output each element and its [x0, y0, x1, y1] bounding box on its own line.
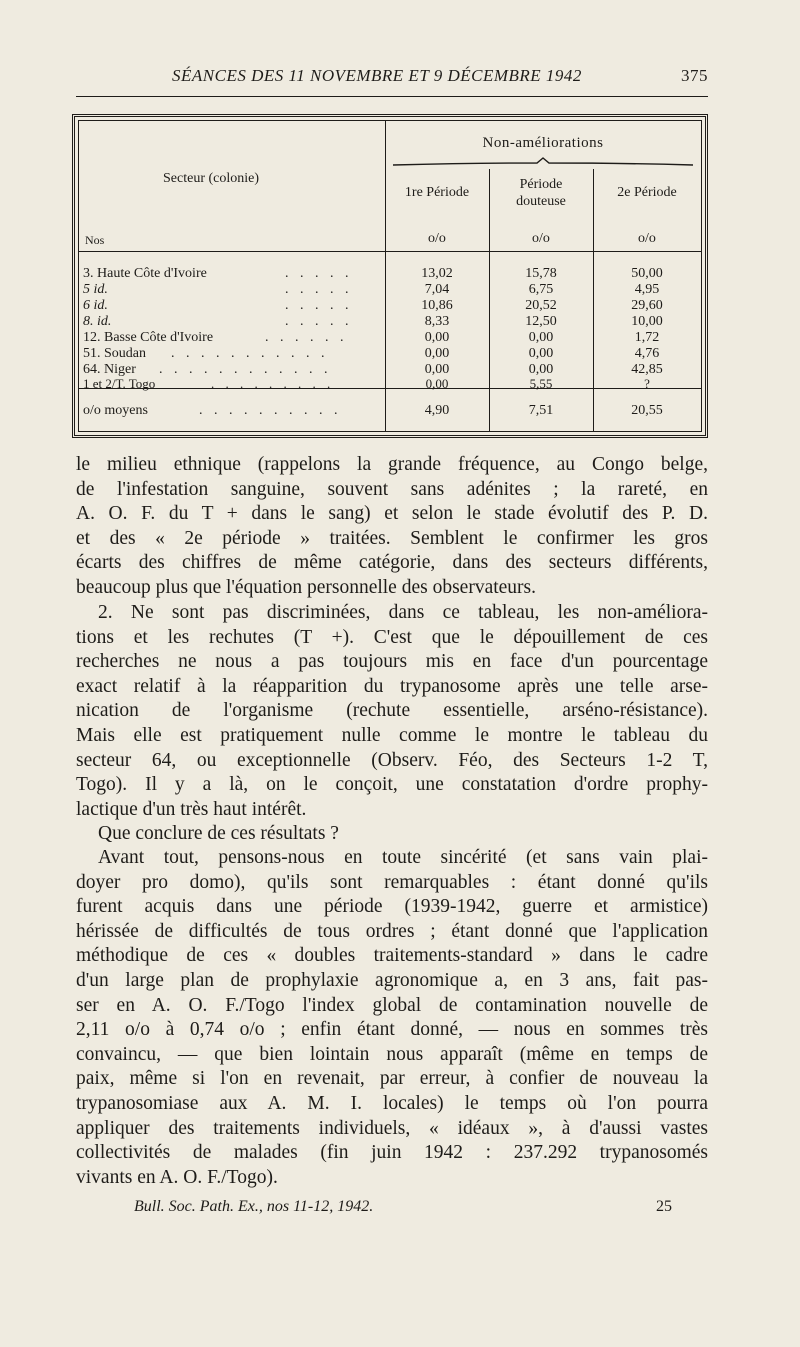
- paragraph-2: 2. Ne sont pas discriminées, dans ce tableau, les non-améliora- tions et les rechutes (T +). C'est que le dépouillement de ces recherches ne nous a pas toujours mis en face d'un pourcentage exact relatif à la réapparition du trypanosome après une telle arse- nication de l'organisme (rechute essentielle, arséno-résistance). Mais elle est pratiquement nulle comme le montre le tableau du secteur 64, ou exceptionnelle (Observ. Féo, des Secteurs 1-2 T, Togo). Il y a là, on le conçoit, une constatation d'ordre prophy- lactique d'un très haut intérêt.: [76, 602, 708, 820]
- period-2-header: 2e Période: [617, 185, 677, 200]
- header-rule: [76, 96, 708, 97]
- table-row: 3. Haute Côte d'Ivoire . . . . . 13,02 15,78 50,00: [83, 266, 663, 281]
- doubtful-period-header-line1: Période: [519, 177, 563, 192]
- page-footer: [76, 1198, 708, 1222]
- table-row: 1 et 2/T. Togo . . . . . . . . . 0,00 5,55 ?: [83, 376, 650, 391]
- table-row: 64. Niger . . . . . . . . . . . . 0,00 0,00 42,85: [83, 362, 663, 377]
- header-bottom-rule: [79, 251, 701, 252]
- period-1-header: 1re Période: [404, 185, 470, 200]
- paragraph-4: Avant tout, pensons-nous en toute sincérité (et sans vain plai- doyer pro domo), qu'ils sont remarquables : étant donné qu'ils furent acquis dans une période (1939-1942, guerre et armistice) hérissée de difficultés de tous ordres ; étant donné que l'application méthodique de ces « doubles traitements-standard » dans le cadre d'un large plan de prophylaxie agronomique a, en 3 ans, fait pas- ser en A. O. F./Togo l'index global de contamination nouvelle de 2,11 o/o à 0,74 o/o ; enfin étant donné, — nous en sommes très convaincu, — que bien lointain nous apparaît (même en temps de paix, même si l'on en revenait, par erreur, à confier de nouveau la trypanosomiase aux A. M. I. locales) le temps où l'on pourra appliquer des traitements individuels, « idéaux », à d'aussi vastes collectivités de malades (fin juin 1942 : 237.292 trypanosomés vivants en A. O. F./Togo).: [76, 847, 708, 1188]
- table-row: 5 id. . . . . . 7,04 6,75 4,95: [83, 282, 660, 297]
- table-row: 12. Basse Côte d'Ivoire . . . . . . 0,00 0,00 1,72: [83, 330, 660, 345]
- number-column-header: Nos: [85, 233, 105, 247]
- unit-label: o/o: [428, 231, 446, 246]
- journal-citation: Bull. Soc. Path. Ex., nos 11-12, 1942.: [134, 1198, 374, 1215]
- results-table: [78, 120, 702, 432]
- signature-number: 25: [656, 1198, 672, 1215]
- unit-label: o/o: [638, 231, 656, 246]
- paragraph-3: Que conclure de ces résultats ?: [98, 823, 339, 844]
- table-row: 6 id. . . . . . 10,86 20,52 29,60: [83, 298, 663, 313]
- running-header: [76, 66, 708, 92]
- mean-row: o/o moyens . . . . . . . . . . 4,90 7,51 20,55: [83, 403, 663, 418]
- running-title: SÉANCES DES 11 NOVEMBRE ET 9 DÉCEMBRE 1942: [172, 66, 582, 85]
- group-header: Non-améliorations: [482, 135, 604, 151]
- table-row: 8. id. . . . . . 8,33 12,50 10,00: [83, 314, 663, 329]
- page-number: 375: [681, 66, 708, 85]
- table-row: 51. Soudan . . . . . . . . . . . 0,00 0,00 4,76: [83, 346, 660, 361]
- doubtful-period-header-line2: douteuse: [516, 194, 566, 209]
- brace-decoration: [389, 157, 697, 167]
- paragraph-1: le milieu ethnique (rappelons la grande fréquence, au Congo belge, de l'infestation sanguine, souvent sans adénites ; la rareté, en A. O. F. du T + dans le sang) et selon le stade évolutif des P. D. et des « 2e période » traitées. Semblent le confirmer les gros écarts des chiffres de même catégorie, dans des secteurs différents, beaucoup plus que l'équation personnelle des observateurs.: [76, 454, 708, 598]
- unit-label: o/o: [532, 231, 550, 246]
- sector-column-header: Secteur (colonie): [163, 171, 260, 186]
